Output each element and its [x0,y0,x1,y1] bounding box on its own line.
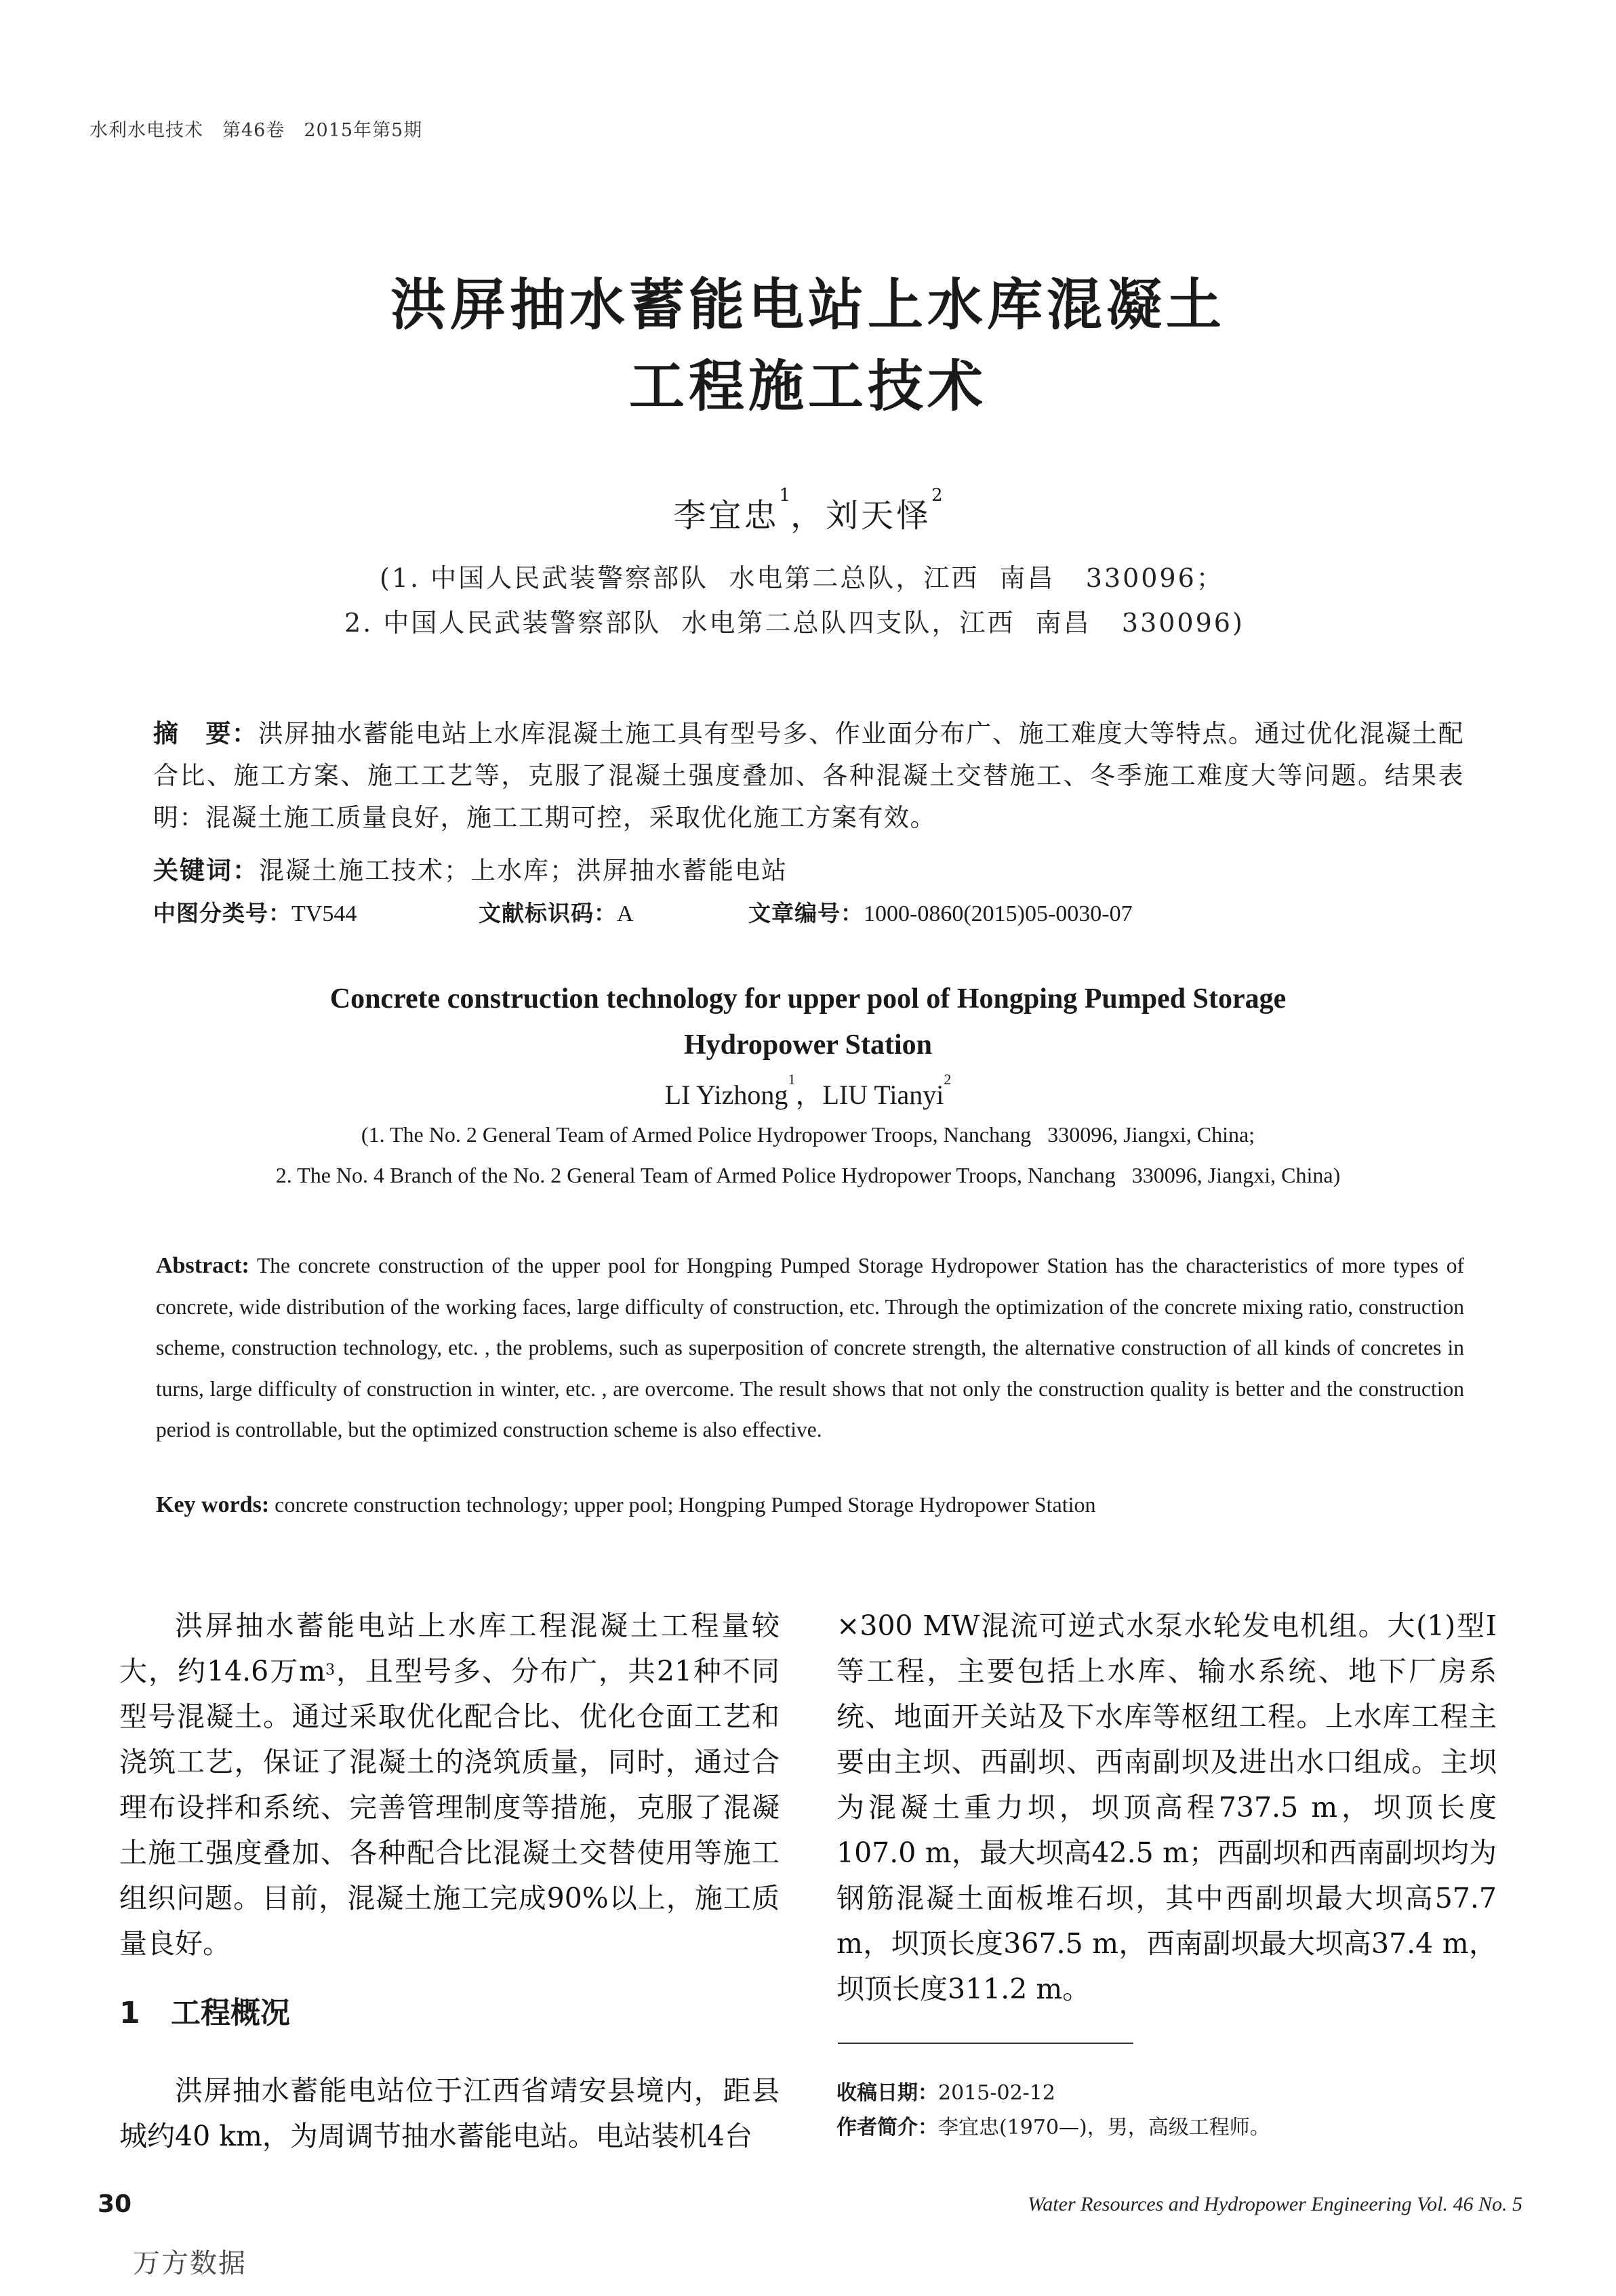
clc-value: TV544 [291,901,357,926]
received-value: 2015-02-12 [938,2081,1055,2105]
footnote-divider [838,2043,1133,2044]
footnote-received [836,2076,1055,2106]
intro-paragraph [119,1603,780,1967]
keywords-zh-label: 关键词： [153,856,259,885]
author-en-1: LI Yizhong [664,1080,788,1110]
clc-label: 中图分类号： [153,900,291,926]
watermark: 万方数据 [133,2248,247,2279]
affiliation-zh-2: 2. 中国人民武装警察部队 水电第二总队四支队，江西 南昌 330096) [344,608,1245,638]
received-label: 收稿日期： [836,2081,938,2105]
doc-label: 文献标识码： [479,900,617,926]
author-bio-value: 李宜忠(1970—)，男，高级工程师。 [938,2116,1270,2139]
title-zh-line1: 洪屏抽水蓄能电站上水库混凝土 [390,273,1226,337]
title-en-line1: Concrete construction technology for upper pool of Hongping Pumped Storage [329,983,1287,1014]
intro-text-a: 洪屏抽水蓄能电站上水库工程混凝土工程量较大，约14.6万m [119,1610,780,1687]
author-en-2-sup: 2 [944,1071,952,1088]
page-number: 30 [98,2190,132,2218]
body-left-column-top [119,1603,780,1967]
title-zh-line2: 工程施工技术 [628,354,987,419]
intro-text-b: ，且型号多、分布广，共21种不同型号混凝土。通过采取优化配合比、优化仓面工艺和浇筑工艺，保证了混凝土的浇筑质量，同时，通过合理布设拌和系统、完善管理制度等措施，克服了混凝土施工强度叠加、各种配合比混凝土交替使用等施工组织问题。目前，混凝土施工完成90%以上，施工质量良好。 [119,1655,780,1960]
abstract-zh-text: 洪屏抽水蓄能电站上水库混凝土施工具有型号多、作业面分布广、施工难度大等特点。通过优化混凝土配合比、施工方案、施工工艺等，克服了混凝土强度叠加、各种混凝土交替施工、冬季施工难度大等问题。结果表明：混凝土施工质量良好，施工工期可控，采取优化施工方案有效。 [153,719,1465,832]
authors-zh [0,485,1616,536]
keywords-zh [153,850,788,886]
doc-value: A [617,901,634,926]
author-2-sup: 2 [931,485,943,506]
author-sep: ， [790,497,826,535]
clc-number [153,896,357,928]
body-left-column-bottom [119,2068,780,2159]
abstract-en-label: Abstract: [156,1253,249,1278]
keywords-en-label: Key words: [156,1492,270,1517]
body-right-column [836,1603,1497,2012]
section-1-heading [119,1988,290,2032]
running-foot: Water Resources and Hydropower Engineering Vol. 46 No. 5 [1028,2193,1522,2215]
footnote-author [836,2110,1270,2140]
abstract-zh [153,713,1464,839]
document-code [479,896,634,928]
author-1-sup: 1 [779,485,790,506]
article-number [748,896,1133,928]
running-head: 水利水电技术 第46卷 2015年第5期 [89,120,423,141]
affiliation-zh-1: (1. 中国人民武装警察部队 水电第二总队，江西 南昌 330096； [380,563,1224,593]
authors-en [0,1073,1616,1112]
affiliation-en-1: (1. The No. 2 General Team of Armed Police Hydropower Troops, Nanchang 330096, Jiangxi, China; [361,1122,1255,1147]
art-value: 1000-0860(2015)05-0030-07 [864,901,1133,926]
abstract-zh-label: 摘 要： [153,719,258,748]
author-en-1-sup: 1 [788,1071,796,1088]
author-en-sep: ， [795,1080,823,1110]
section-1-title: 工程概况 [171,1996,290,2030]
art-label: 文章编号： [748,900,864,926]
abstract-en-text: The concrete construction of the upper pool for Hongping Pumped Storage Hydropower Station has the characteristics of more types of concrete, wide distribution of the working faces, large difficulty of construction, etc. Through the optimization of the concrete mixing ratio, construction scheme, construction technology, etc. , the problems, such as superposition of concrete strength, the alternative construction of all kinds of concretes in turns, large difficulty of construction in winter, etc. , are overcome. The result shows that not only the construction quality is better and the construction period is controllable, but the optimized construction scheme is also effective. [156,1254,1464,1441]
keywords-zh-text: 混凝土施工技术；上水库；洪屏抽水蓄能电站 [259,856,788,885]
author-en-2: LIU Tianyi [822,1080,944,1110]
keywords-en [156,1492,1095,1518]
title-en-line2: Hydropower Station [684,1029,932,1061]
abstract-en [156,1246,1464,1451]
author-2: 刘天怿 [826,497,932,535]
right-column-paragraph: ×300 MW混流可逆式水泵水轮发电机组。大(1)型Ⅰ等工程，主要包括上水库、输水系统、地下厂房系统、地面开关站及下水库等枢纽工程。上水库工程主要由主坝、西副坝、西南副坝及进出水口组成。主坝为混凝土重力坝，坝顶高程737.5 m，坝顶长度107.0 m，最大坝高42.5 m；西副坝和西南副坝均为钢筋混凝土面板堆石坝，其中西副坝最大坝高57.7 m，坝顶长度367.5 m，西南副坝最大坝高37.4 m，坝顶长度311.2 m。 [836,1610,1497,2005]
section-1-number: 1 [119,1996,140,2030]
section-1-paragraph: 洪屏抽水蓄能电站位于江西省靖安县境内，距县城约40 km，为周调节抽水蓄能电站。电站装机4台 [119,2074,780,2152]
keywords-en-text: concrete construction technology; upper pool; Hongping Pumped Storage Hydropower Station [269,1492,1096,1517]
author-1: 李宜忠 [673,497,780,535]
affiliation-en-2: 2. The No. 4 Branch of the No. 2 General Team of Armed Police Hydropower Troops, Nanchang 330096, Jiangxi, China) [275,1163,1341,1187]
intro-sup: 3 [325,1662,336,1679]
author-bio-label: 作者简介： [836,2116,938,2139]
